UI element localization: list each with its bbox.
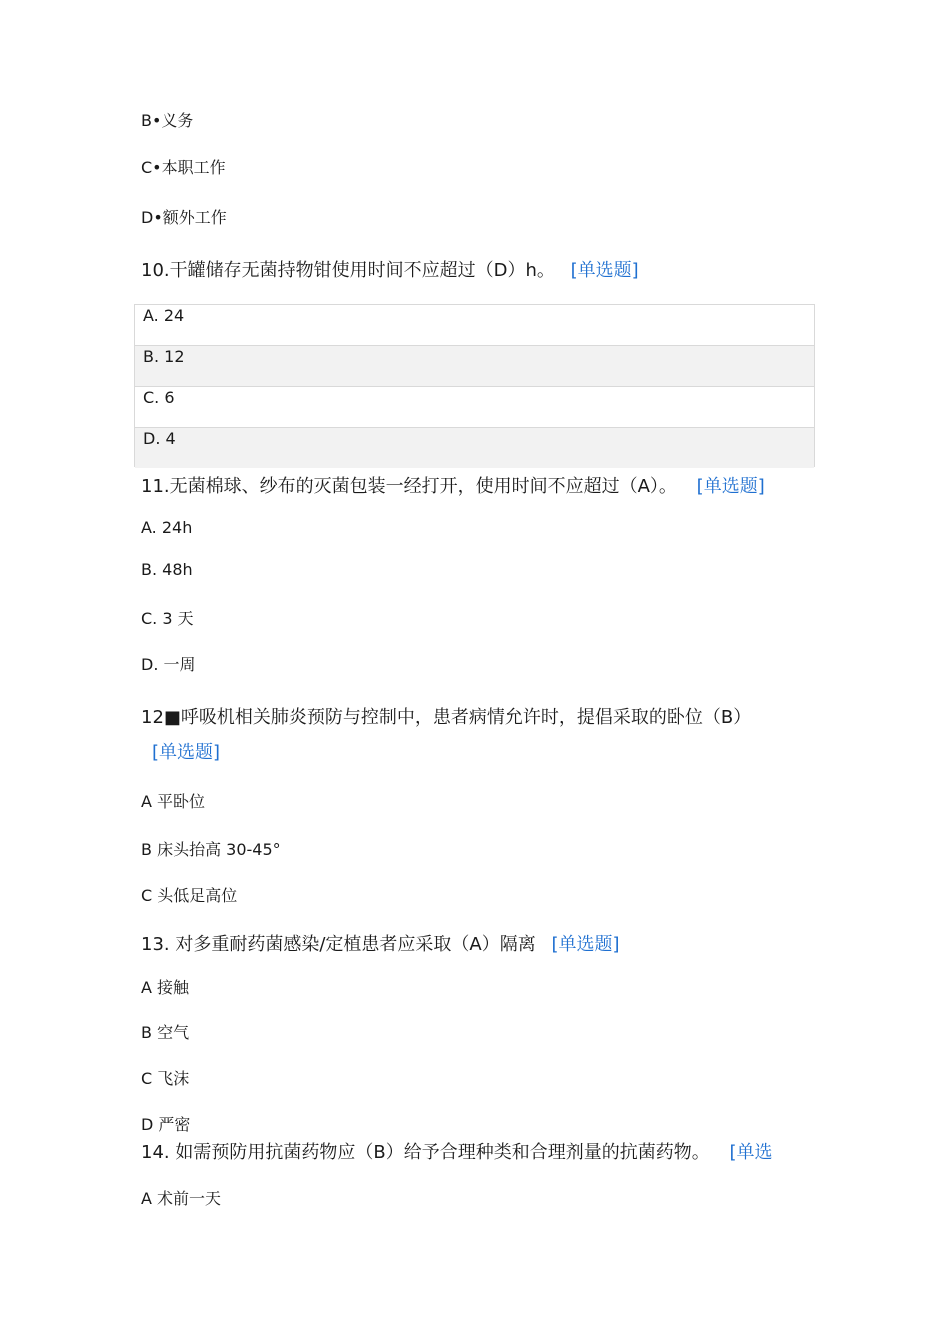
question-14	[141, 1138, 772, 1164]
option-label: A. 24	[143, 306, 185, 325]
option-label: C. 6	[143, 388, 175, 407]
question-10-type-tag: [单选题]	[570, 260, 639, 281]
option-row	[135, 386, 814, 427]
question-14-type-tag: [单选	[729, 1142, 773, 1163]
q13-option-a: A 接触	[141, 978, 190, 997]
question-11-type-tag: [单选题]	[696, 476, 765, 497]
question-13-type-tag: [单选题]	[551, 934, 620, 955]
option-row	[135, 345, 814, 386]
question-12-type-tag: [单选题]	[152, 742, 221, 763]
q11-option-c: C. 3 天	[141, 609, 194, 628]
q9-option-c: C•本职工作	[141, 158, 226, 177]
q12-option-a: A 平卧位	[141, 792, 206, 811]
q12-option-b: B 床头抬高 30-45°	[141, 840, 281, 859]
q13-option-d: D 严密	[141, 1115, 191, 1134]
option-row	[135, 427, 814, 468]
q11-option-b: B. 48h	[141, 560, 193, 579]
q9-option-b: B•义务	[141, 111, 194, 130]
question-11-text: 11.无菌棉球、纱布的灭菌包装一经打开，使用时间不应超过（A）。	[141, 476, 677, 497]
question-14-text: 14. 如需预防用抗菌药物应（B）给予合理种类和合理剂量的抗菌药物。	[141, 1142, 710, 1163]
question-12-text: 12■呼吸机相关肺炎预防与控制中，患者病情允许时，提倡采取的卧位（B）	[141, 707, 752, 728]
question-10-options-table	[134, 304, 815, 467]
option-row	[135, 305, 814, 346]
question-10	[141, 256, 639, 282]
q11-option-d: D. 一周	[141, 655, 196, 674]
question-13	[141, 930, 620, 956]
option-label: D. 4	[143, 429, 176, 448]
q13-option-c: C 飞沫	[141, 1069, 190, 1088]
q9-option-d: D•额外工作	[141, 208, 227, 227]
q11-option-a: A. 24h	[141, 518, 193, 537]
q13-option-b: B 空气	[141, 1023, 190, 1042]
q14-option-a: A 术前一天	[141, 1189, 222, 1208]
question-10-text: 10.干罐储存无菌持物钳使用时间不应超过（D）h。	[141, 260, 555, 281]
q12-option-c: C 头低足高位	[141, 886, 238, 905]
question-13-text: 13. 对多重耐药菌感染/定植患者应采取（A）隔离	[141, 934, 536, 955]
option-label: B. 12	[143, 347, 185, 366]
question-11	[141, 472, 765, 498]
